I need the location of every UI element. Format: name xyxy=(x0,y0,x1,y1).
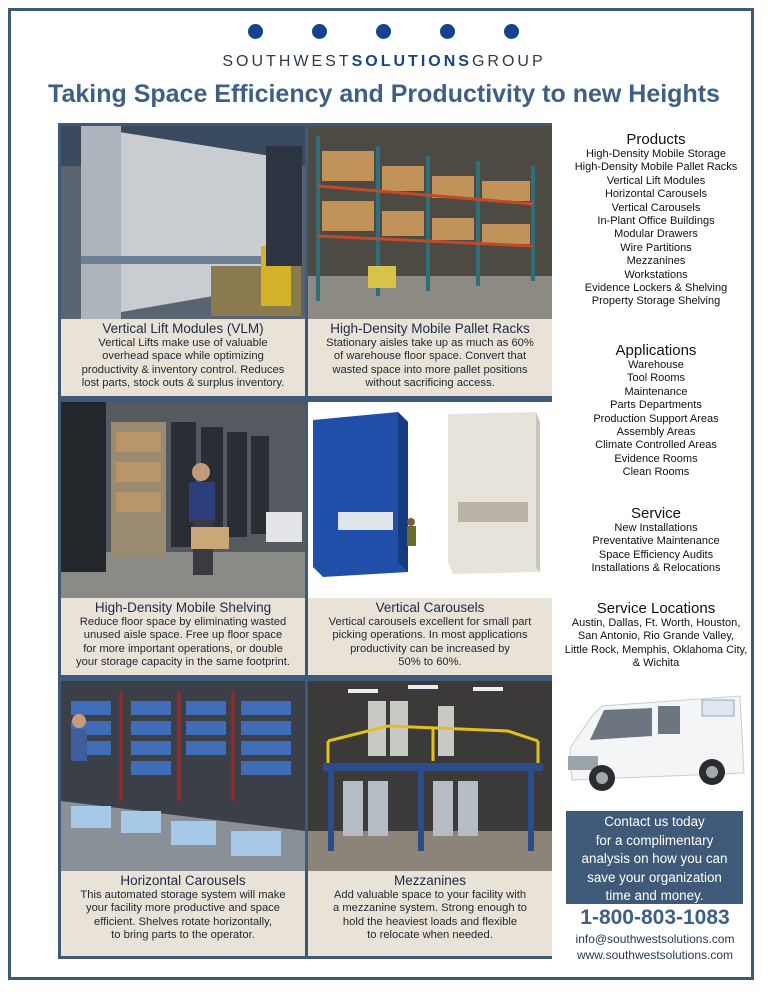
list-item: Assembly Areas xyxy=(616,426,696,439)
list-item: High-Density Mobile Pallet Racks xyxy=(574,161,738,174)
list-item: Clean Rooms xyxy=(622,466,690,479)
list-item: Property Storage Shelving xyxy=(591,295,721,308)
feature-description: Vertical carousels excellent for small part picking operations. In most applications productivity can be increased by 50% to 60%. xyxy=(328,616,532,669)
list-item: Parts Departments xyxy=(610,399,702,412)
feature-description: This automated storage system will make your facility more productive and space efficient. Shelves rotate horizontally, to bring parts to the operator. xyxy=(80,889,286,942)
list-item: Installations & Relocations xyxy=(591,562,721,575)
vlm-caption xyxy=(61,319,305,396)
dot-icon xyxy=(504,24,519,39)
list-item: Wire Partitions xyxy=(620,241,692,254)
list-item: Warehouse xyxy=(628,359,684,371)
service-locations-title: Service Locations xyxy=(596,600,716,617)
list-item: Preventative Maintenance xyxy=(592,535,720,548)
dot-icon xyxy=(312,24,327,39)
page-headline: Taking Space Efficiency and Productivity to new Heights xyxy=(48,80,720,108)
list-item: Evidence Lockers & Shelving xyxy=(584,282,728,295)
vlm-photo xyxy=(61,126,305,319)
vertical-carousels-caption xyxy=(308,598,552,675)
horizontal-carousels-photo xyxy=(61,681,305,871)
vertical-carousels-photo xyxy=(308,402,552,598)
list-item: Tool Rooms xyxy=(626,372,686,385)
products-section xyxy=(556,131,756,309)
feature-grid xyxy=(58,123,552,959)
contact-line: analysis on how you can xyxy=(581,851,728,866)
products-title: Products xyxy=(626,131,686,148)
service-section xyxy=(556,505,756,576)
contact-line: for a complimentary xyxy=(595,832,714,848)
contact-box xyxy=(566,811,743,904)
service-locations-section xyxy=(556,600,756,671)
list-item: Maintenance xyxy=(624,385,688,398)
feature-title: Horizontal Carousels xyxy=(120,873,246,888)
feature-horizontal-carousels xyxy=(61,681,305,956)
mezzanines-photo xyxy=(308,681,552,871)
feature-pallet-racks xyxy=(308,126,552,396)
list-item: High-Density Mobile Storage xyxy=(585,148,726,160)
phone-number[interactable]: 1-800-803-1083 xyxy=(580,906,730,929)
feature-description: Add valuable space to your facility with a mezzanine system. Strong enough to hold the heaviest loads and flexible to relocate when needed. xyxy=(332,889,528,942)
dot-icon xyxy=(248,24,263,39)
feature-description: Vertical Lifts make use of valuable overhead space while optimizing productivity & inventory control. Reduces lost parts, stock outs & surplus inventory. xyxy=(81,337,285,390)
dot-icon xyxy=(376,24,391,39)
list-item: Vertical Carousels xyxy=(611,201,701,214)
dot-icon xyxy=(440,24,455,39)
applications-section xyxy=(556,342,756,480)
list-item: Modular Drawers xyxy=(614,228,698,241)
service-title: Service xyxy=(630,505,682,522)
list-item: Horizontal Carousels xyxy=(604,188,708,201)
mobile-shelving-caption xyxy=(61,598,305,675)
pallet-racks-caption xyxy=(308,319,552,396)
van-image xyxy=(562,688,748,800)
brand-part-3: GROUP xyxy=(471,53,546,70)
feature-title: High-Density Mobile Pallet Racks xyxy=(330,321,530,336)
service-list xyxy=(556,522,756,576)
service-locations-text: Austin, Dallas, Ft. Worth, Houston, San Antonio, Rio Grande Valley, Little Rock, Memphis, Oklahoma City, & Wichita xyxy=(564,617,748,670)
list-item: Evidence Rooms xyxy=(614,452,698,465)
contact-line: time and money. xyxy=(605,888,704,903)
list-item: Production Support Areas xyxy=(593,412,719,425)
mobile-shelving-photo xyxy=(61,402,305,598)
contact-line: save your organization xyxy=(587,869,722,885)
list-item: Vertical Lift Modules xyxy=(606,174,706,187)
feature-description: Stationary aisles take up as much as 60% of warehouse floor space. Convert that wasted space into more pallet positions without sacrificing access. xyxy=(326,337,534,390)
list-item: Climate Controlled Areas xyxy=(595,439,717,452)
brand-dots xyxy=(248,24,520,42)
list-item: Workstations xyxy=(624,268,688,281)
list-item: New Installations xyxy=(614,522,698,534)
horizontal-carousels-caption xyxy=(61,871,305,956)
feature-mezzanines xyxy=(308,681,552,956)
email-link[interactable]: info@southwestsolutions.com xyxy=(575,932,735,946)
brand-part-2: SOLUTIONS xyxy=(351,53,472,70)
list-item: Mezzanines xyxy=(626,255,686,268)
website-link[interactable]: www.southwestsolutions.com xyxy=(576,948,734,962)
feature-vertical-carousels xyxy=(308,402,552,675)
products-list xyxy=(556,148,756,309)
feature-vlm xyxy=(61,126,305,396)
feature-mobile-shelving xyxy=(61,402,305,675)
applications-title: Applications xyxy=(615,342,697,359)
brand-logo xyxy=(0,53,768,71)
feature-description: Reduce floor space by eliminating wasted unused aisle space. Free up floor space for more important operations, or double your storage capacity in the same footprint. xyxy=(76,616,290,669)
pallet-racks-photo xyxy=(308,126,552,319)
applications-list xyxy=(556,359,756,480)
contact-line: Contact us today xyxy=(604,814,705,829)
mezzanines-caption xyxy=(308,871,552,956)
feature-title: High-Density Mobile Shelving xyxy=(94,600,272,615)
feature-title: Vertical Carousels xyxy=(375,600,485,615)
feature-title: Vertical Lift Modules (VLM) xyxy=(102,321,264,336)
list-item: In-Plant Office Buildings xyxy=(597,215,715,228)
feature-title: Mezzanines xyxy=(393,873,467,888)
list-item: Space Efficiency Audits xyxy=(598,548,714,561)
brand-part-1: SOUTHWEST xyxy=(222,53,352,70)
